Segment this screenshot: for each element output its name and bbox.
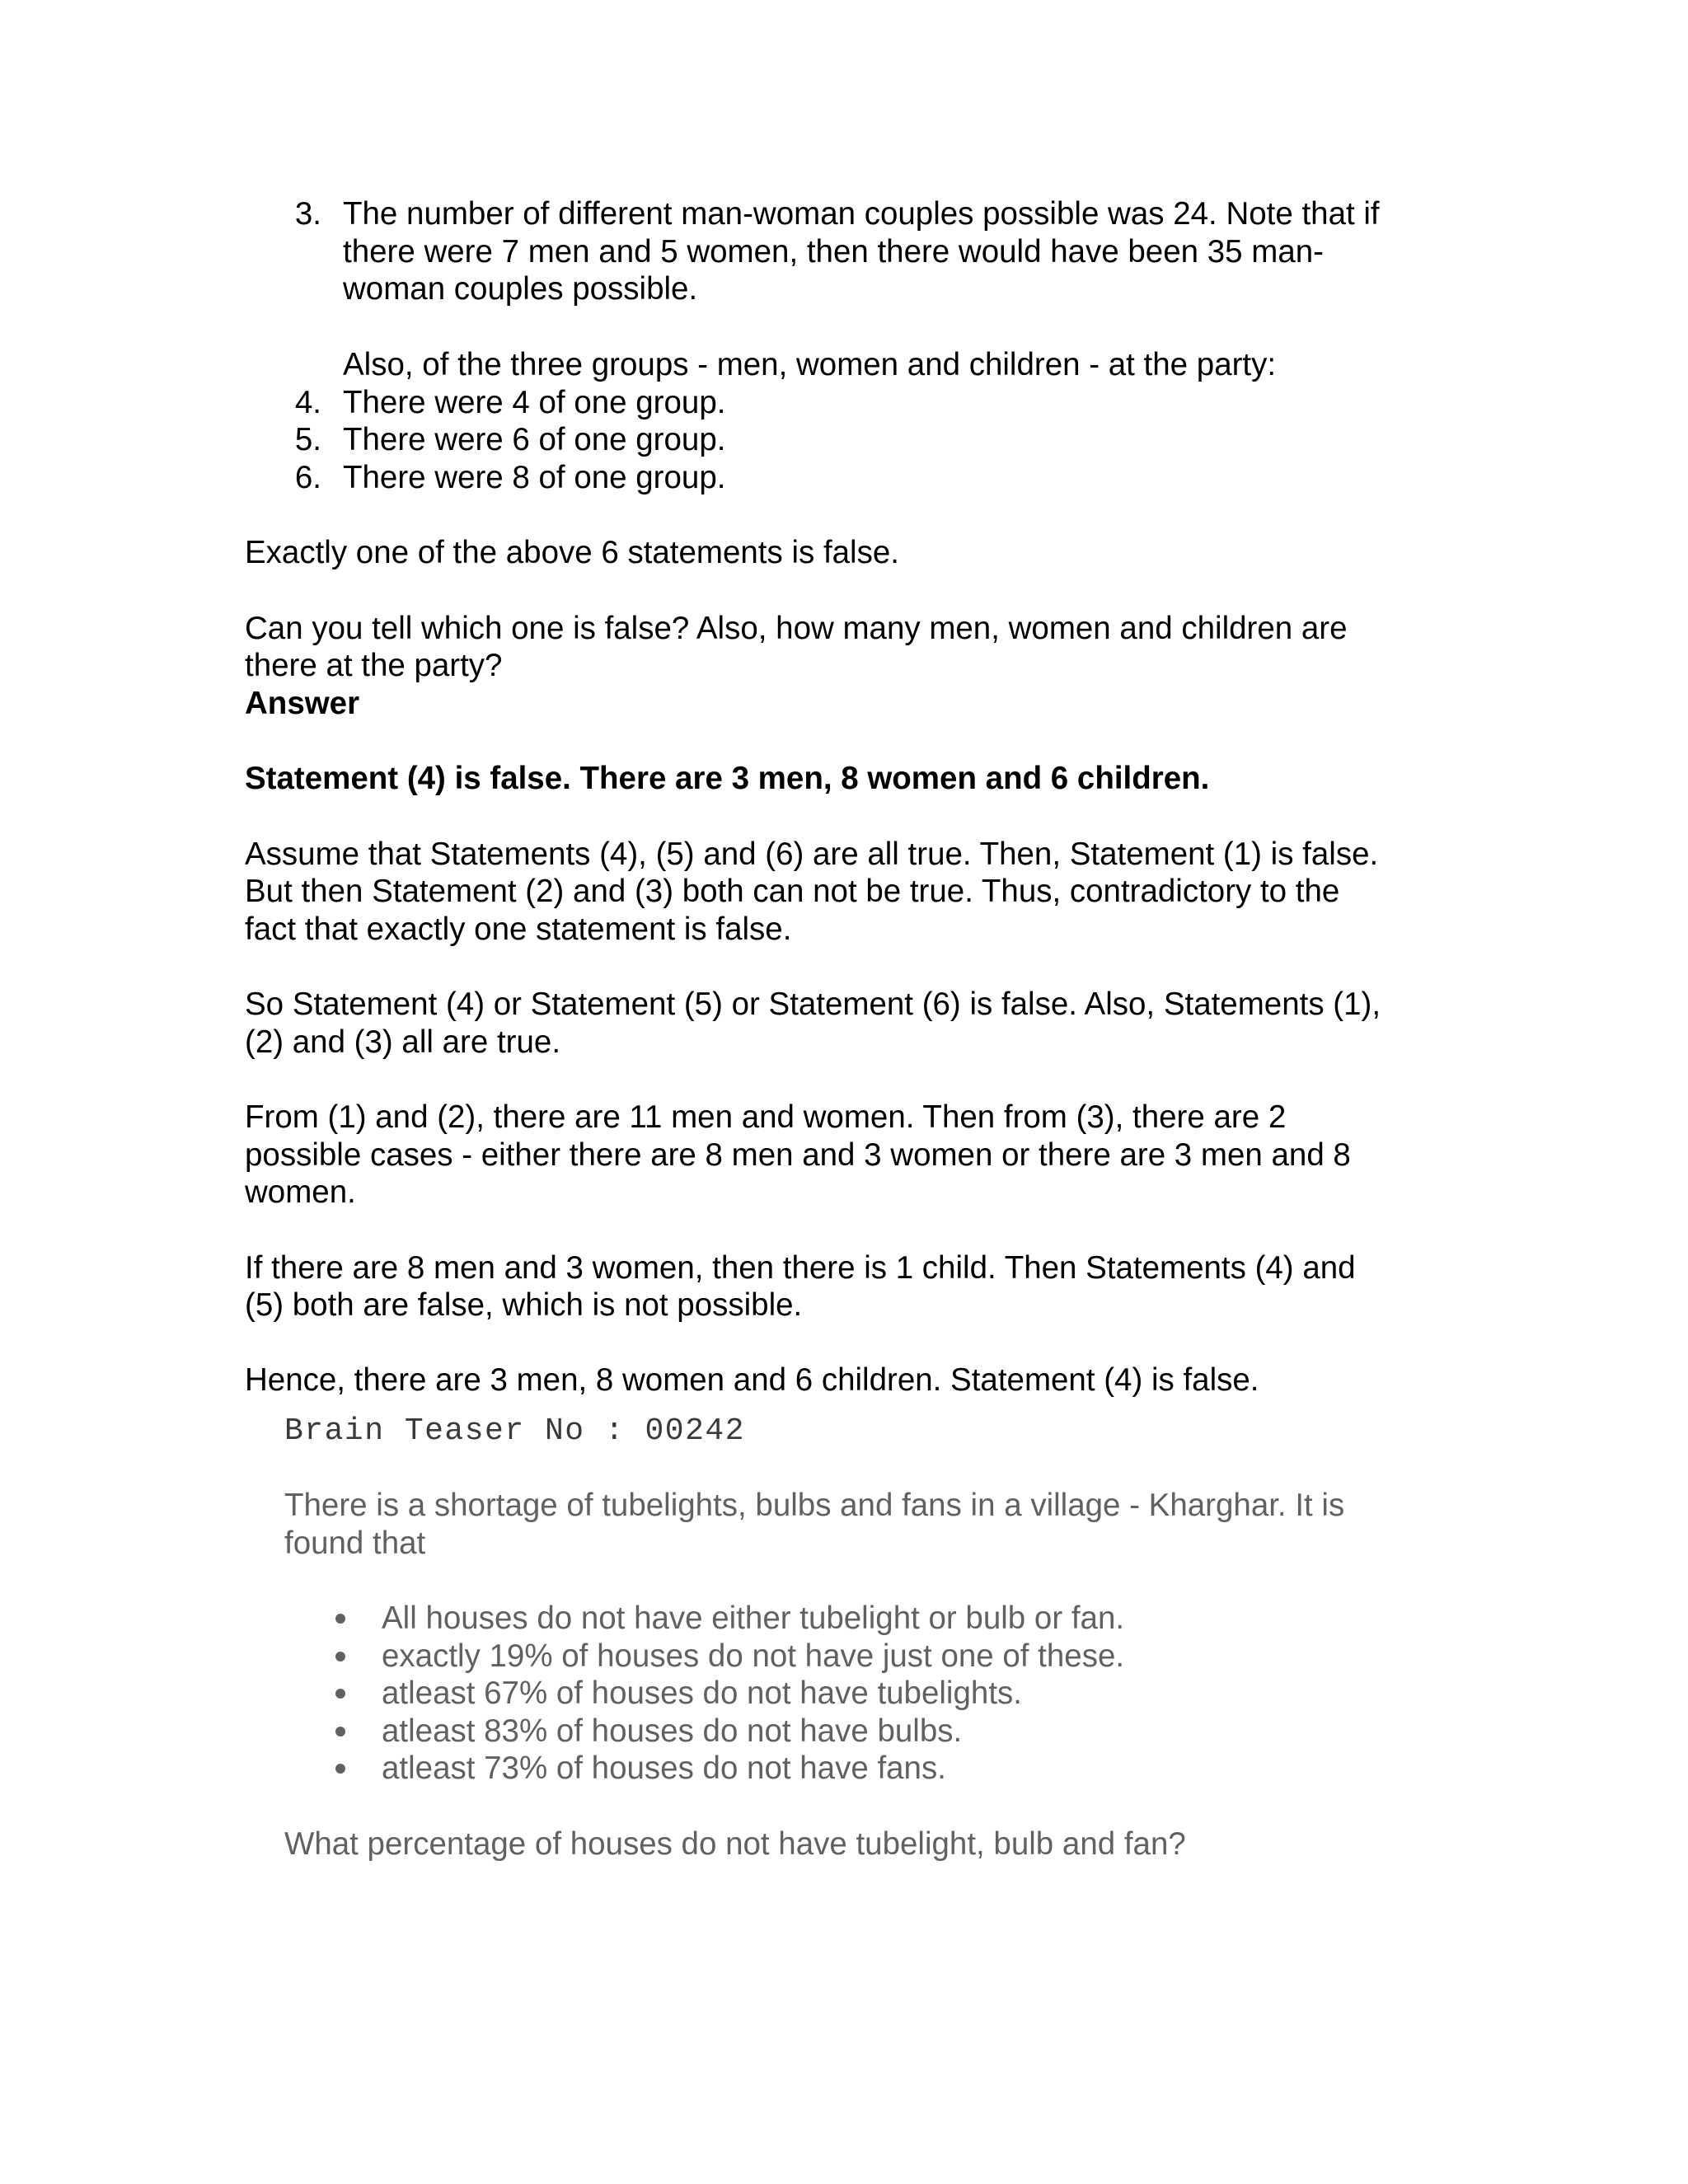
answer-heading: Answer <box>245 686 360 721</box>
explanation-para-4-line-2: (5) both are false, which is not possible. <box>245 1287 803 1323</box>
statement-4-number: 4. <box>294 385 321 420</box>
bullet-item-3: atleast 67% of houses do not have tubelights. <box>382 1675 1022 1711</box>
exactly-one-false: Exactly one of the above 6 statements is false. <box>245 535 899 570</box>
answer-summary: Statement (4) is false. There are 3 men, 8 women and 6 children. <box>245 761 1210 796</box>
bullet-item-2: exactly 19% of houses do not have just one of these. <box>382 1638 1125 1674</box>
explanation-para-3-line-3: women. <box>245 1174 356 1210</box>
statement-6-number: 6. <box>294 460 321 495</box>
bullet-item-5: atleast 73% of houses do not have fans. <box>382 1750 946 1786</box>
statement-3-line-2: there were 7 men and 5 women, then there would have been 35 man- <box>343 234 1324 269</box>
question-line-1: Can you tell which one is false? Also, how many men, women and children are <box>245 611 1348 646</box>
bullet-dot <box>335 1614 345 1624</box>
explanation-para-2-line-2: (2) and (3) all are true. <box>245 1024 561 1060</box>
bullet-dot <box>335 1764 345 1774</box>
explanation-para-3-line-2: possible cases - either there are 8 men and 3 women or there are 3 men and 8 <box>245 1137 1351 1173</box>
explanation-para-3-line-1: From (1) and (2), there are 11 men and women. Then from (3), there are 2 <box>245 1099 1287 1135</box>
statement-5-number: 5. <box>294 422 321 457</box>
question-line-2: there at the party? <box>245 648 503 683</box>
teaser-intro-line-2: found that <box>284 1526 426 1561</box>
teaser-question: What percentage of houses do not have tubelight, bulb and fan? <box>284 1826 1186 1862</box>
statement-4-text: There were 4 of one group. <box>343 385 726 420</box>
statement-3-number: 3. <box>294 196 321 232</box>
statement-5-text: There were 6 of one group. <box>343 422 726 457</box>
explanation-para-5: Hence, there are 3 men, 8 women and 6 children. Statement (4) is false. <box>245 1362 1259 1398</box>
teaser-number: Brain Teaser No : 00242 <box>284 1413 745 1449</box>
bullet-dot <box>335 1689 345 1699</box>
bullet-dot <box>335 1727 345 1736</box>
explanation-para-4-line-1: If there are 8 men and 3 women, then there is 1 child. Then Statements (4) and <box>245 1250 1356 1286</box>
explanation-para-1-line-3: fact that exactly one statement is false. <box>245 912 792 947</box>
explanation-para-1-line-1: Assume that Statements (4), (5) and (6) are all true. Then, Statement (1) is false. <box>245 837 1379 872</box>
statement-3-line-1: The number of different man-woman couples possible was 24. Note that if <box>343 196 1380 232</box>
explanation-para-2-line-1: So Statement (4) or Statement (5) or Statement (6) is false. Also, Statements (1), <box>245 987 1381 1022</box>
bullet-item-1: All houses do not have either tubelight or bulb or fan. <box>382 1601 1125 1636</box>
bullet-item-4: atleast 83% of houses do not have bulbs. <box>382 1713 963 1749</box>
explanation-para-1-line-2: But then Statement (2) and (3) both can not be true. Thus, contradictory to the <box>245 874 1340 909</box>
groups-intro: Also, of the three groups - men, women and children - at the party: <box>343 347 1277 382</box>
statement-3-line-3: woman couples possible. <box>343 271 698 307</box>
bullet-dot <box>335 1652 345 1661</box>
statement-6-text: There were 8 of one group. <box>343 460 726 495</box>
teaser-intro-line-1: There is a shortage of tubelights, bulbs and fans in a village - Kharghar. It is <box>284 1488 1345 1523</box>
